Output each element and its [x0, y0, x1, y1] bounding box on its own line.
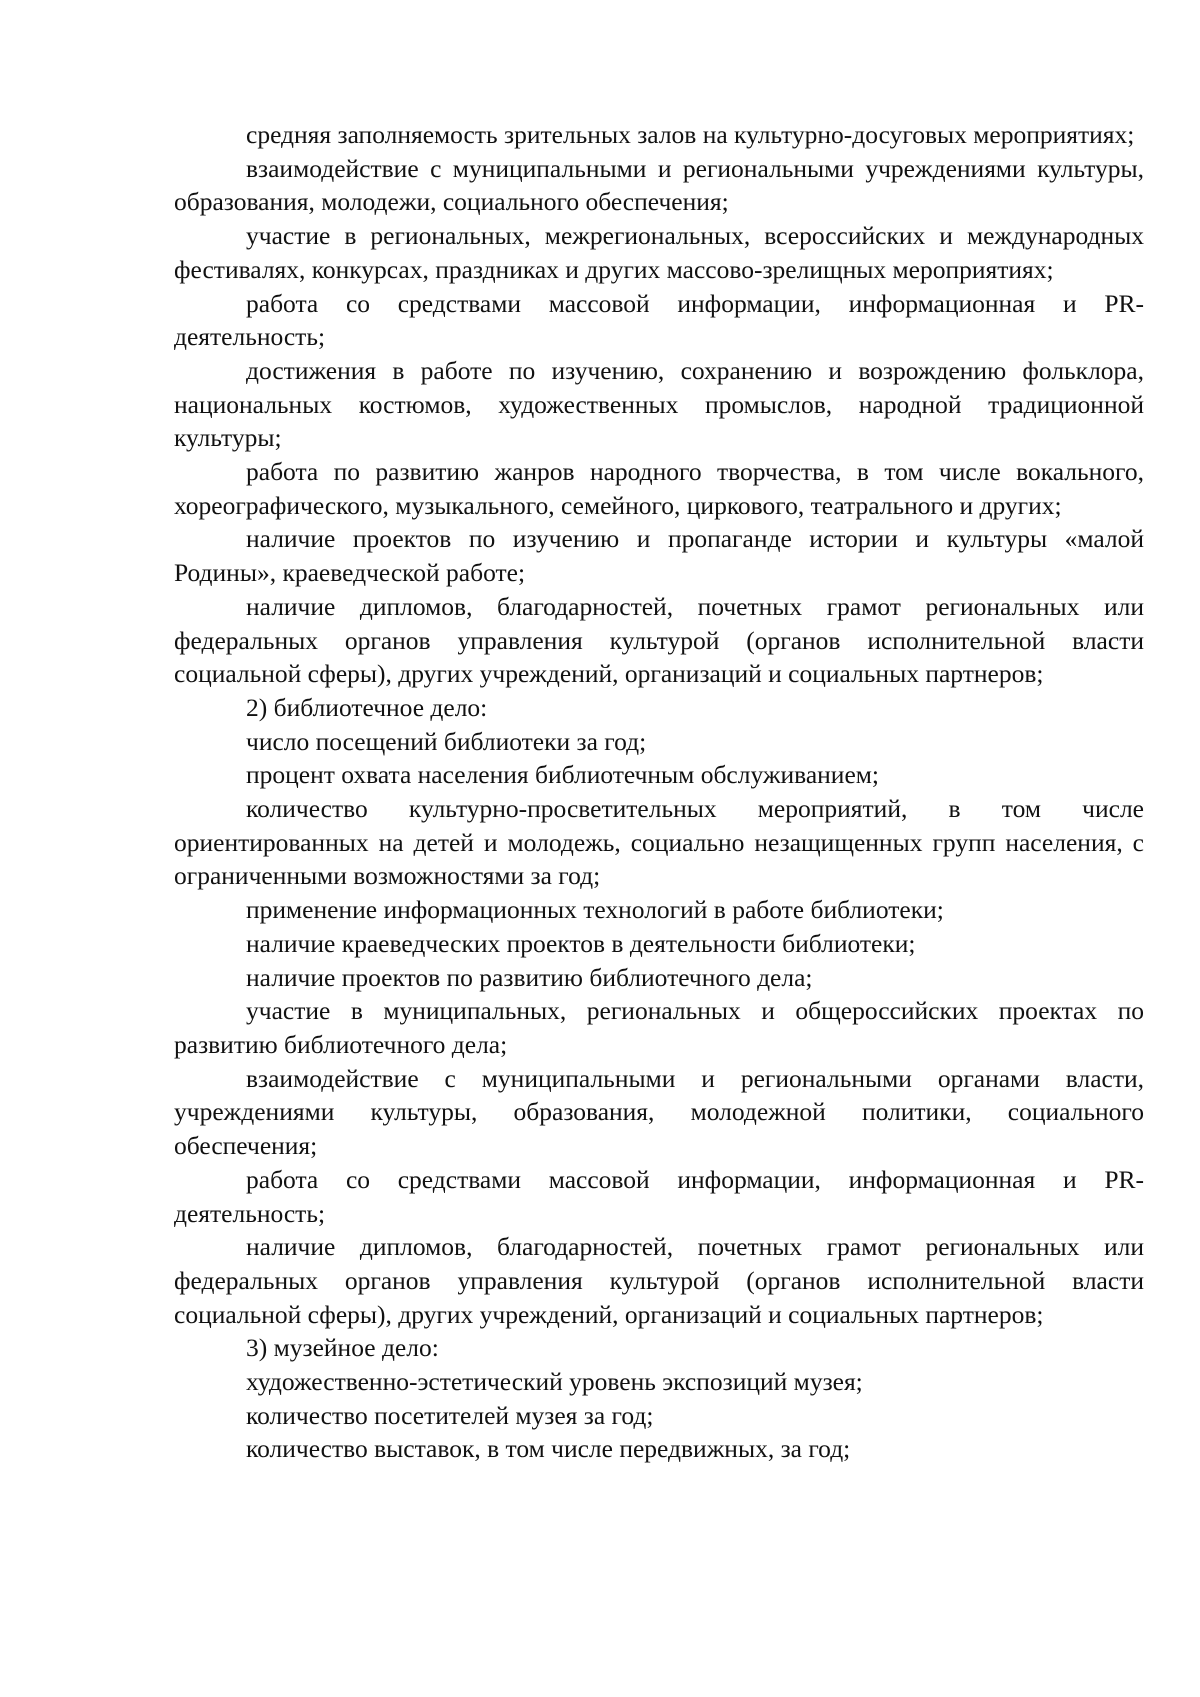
paragraph: количество культурно-просветительных мероприятий, в том числе ориентированных на детей и молодежь, социально незащищенных групп населения, с ограниченными возможностями за год;: [174, 794, 1144, 891]
paragraph: применение информационных технологий в работе библиотеки;: [246, 895, 944, 925]
paragraph: работа по развитию жанров народного творчества, в том числе вокального, хореографического, музыкального, семейного, циркового, театрального и других;: [174, 457, 1144, 520]
paragraph: достижения в работе по изучению, сохранению и возрождению фольклора, национальных костюмов, художественных промыслов, народной традиционной культуры;: [174, 355, 1144, 453]
paragraph: число посещений библиотеки за год;: [246, 726, 647, 756]
paragraph: наличие дипломов, благодарностей, почетных грамот региональных или федеральных органов управления культурой (органов исполнительной власти социальной сферы), других учреждений, организаций и социальных партнеров;: [174, 591, 1144, 689]
paragraph: взаимодействие с муниципальными и региональными учреждениями культуры, образования, молодежи, социального обеспечения;: [174, 153, 1144, 217]
section-heading: 3) музейное дело:: [246, 1333, 439, 1363]
paragraph: работа со средствами массовой информации, информационная и PR-деятельность;: [174, 1164, 1144, 1228]
paragraph: количество выставок, в том числе передвижных, за год;: [246, 1434, 851, 1464]
paragraph: процент охвата населения библиотечным обслуживанием;: [246, 760, 879, 790]
paragraph: участие в муниципальных, региональных и общероссийских проектах по развитию библиотечного дела;: [174, 996, 1144, 1059]
paragraph: наличие дипломов, благодарностей, почетных грамот региональных или федеральных органов управления культурой (органов исполнительной власти социальной сферы), других учреждений, организаций и социальных партнеров;: [174, 1232, 1144, 1329]
paragraph: работа со средствами массовой информации, информационная и PR-деятельность;: [174, 288, 1144, 352]
paragraph: средняя заполняемость зрительных залов на культурно-досуговых мероприятиях;: [246, 120, 1135, 149]
paragraph: наличие краеведческих проектов в деятельности библиотеки;: [246, 928, 916, 958]
paragraph: наличие проектов по развитию библиотечного дела;: [246, 962, 813, 992]
paragraph: наличие проектов по изучению и пропаганде истории и культуры «малой Родины», краеведческой работе;: [174, 524, 1144, 588]
paragraph: художественно-эстетический уровень экспозиций музея;: [246, 1367, 863, 1397]
section-heading: 2) библиотечное дело:: [246, 692, 488, 722]
paragraph: взаимодействие с муниципальными и региональными органами власти, учреждениями культуры, образования, молодежной политики, социального обеспечения;: [174, 1063, 1144, 1161]
paragraph: количество посетителей музея за год;: [246, 1400, 654, 1430]
paragraph: участие в региональных, межрегиональных, всероссийских и международных фестивалях, конкурсах, праздниках и других массово-зрелищных мероприятиях;: [174, 221, 1144, 284]
